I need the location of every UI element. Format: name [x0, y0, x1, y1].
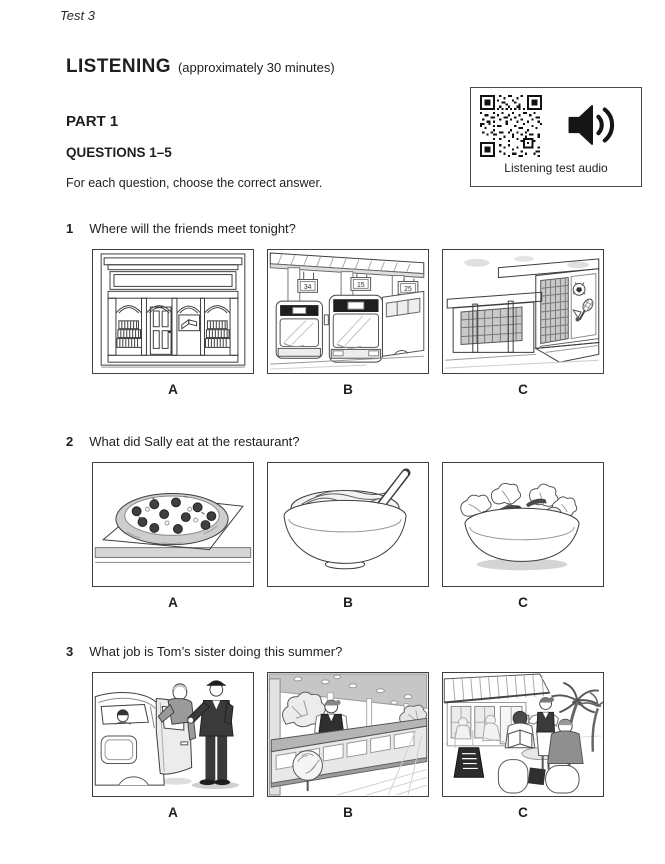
option-label: B [343, 805, 353, 820]
pizza-illustration [93, 463, 253, 586]
platform-sign-3: 25 [404, 285, 412, 293]
option-image-waitress-cafe[interactable] [442, 672, 604, 797]
listening-audio-box [470, 87, 642, 187]
option-image-receptionist[interactable] [267, 672, 429, 797]
q2-option-a[interactable] [92, 462, 254, 610]
q1-option-a[interactable] [92, 249, 254, 397]
option-label: A [168, 805, 178, 820]
option-label: B [343, 595, 353, 610]
part-heading: PART 1 [66, 113, 119, 130]
option-image-bus-station[interactable] [267, 249, 429, 374]
q3-option-c[interactable] [442, 672, 604, 820]
section-duration: (approximately 30 minutes) [177, 60, 335, 75]
section-heading [66, 56, 335, 78]
platform-sign-2: 15 [356, 281, 365, 289]
speaker-icon [564, 101, 622, 149]
bus-station-illustration [268, 250, 428, 373]
option-image-pizza[interactable] [92, 462, 254, 587]
option-image-bookshop[interactable] [92, 249, 254, 374]
question-text: What did Sally eat at the restaurant? [89, 434, 300, 449]
q3-option-b[interactable] [267, 672, 429, 820]
qr-code-icon[interactable] [480, 95, 542, 157]
option-label: B [343, 382, 353, 397]
q3-option-a[interactable] [92, 672, 254, 820]
test-number-label: Test 3 [60, 8, 95, 23]
q1-option-b[interactable] [267, 249, 429, 397]
bookshop-illustration [93, 250, 253, 373]
option-label: C [518, 382, 528, 397]
instruction-text: For each question, choose the correct answer. [66, 176, 323, 190]
q2-option-c[interactable] [442, 462, 604, 610]
q1-option-c[interactable] [442, 249, 604, 397]
platform-sign-1: 34 [303, 283, 312, 291]
question-text: Where will the friends meet tonight? [89, 221, 296, 236]
option-image-chauffeur[interactable] [92, 672, 254, 797]
option-label: C [518, 805, 528, 820]
option-image-spaghetti[interactable] [267, 462, 429, 587]
salad-bowl-illustration [443, 463, 603, 586]
outdoor-cafe-illustration [443, 673, 603, 796]
question-line [66, 434, 300, 449]
questions-range-heading: QUESTIONS 1–5 [66, 145, 172, 160]
question-number: 2 [66, 434, 74, 449]
audio-box-row [471, 88, 641, 157]
section-title: LISTENING [66, 56, 171, 77]
question-number: 1 [66, 221, 74, 236]
question-line [66, 644, 342, 659]
option-image-sports-centre[interactable] [442, 249, 604, 374]
question-text: What job is Tom’s sister doing this summer? [89, 644, 343, 659]
option-label: A [168, 595, 178, 610]
spaghetti-bowl-illustration [268, 463, 428, 586]
option-label: C [518, 595, 528, 610]
option-image-salad[interactable] [442, 462, 604, 587]
question-number: 3 [66, 644, 74, 659]
option-label: A [168, 382, 178, 397]
chauffeur-car-illustration [93, 673, 253, 796]
question-line [66, 221, 296, 236]
sports-centre-illustration [443, 250, 603, 373]
audio-caption: Listening test audio [504, 161, 608, 175]
q2-option-b[interactable] [267, 462, 429, 610]
hotel-reception-illustration [268, 673, 428, 796]
